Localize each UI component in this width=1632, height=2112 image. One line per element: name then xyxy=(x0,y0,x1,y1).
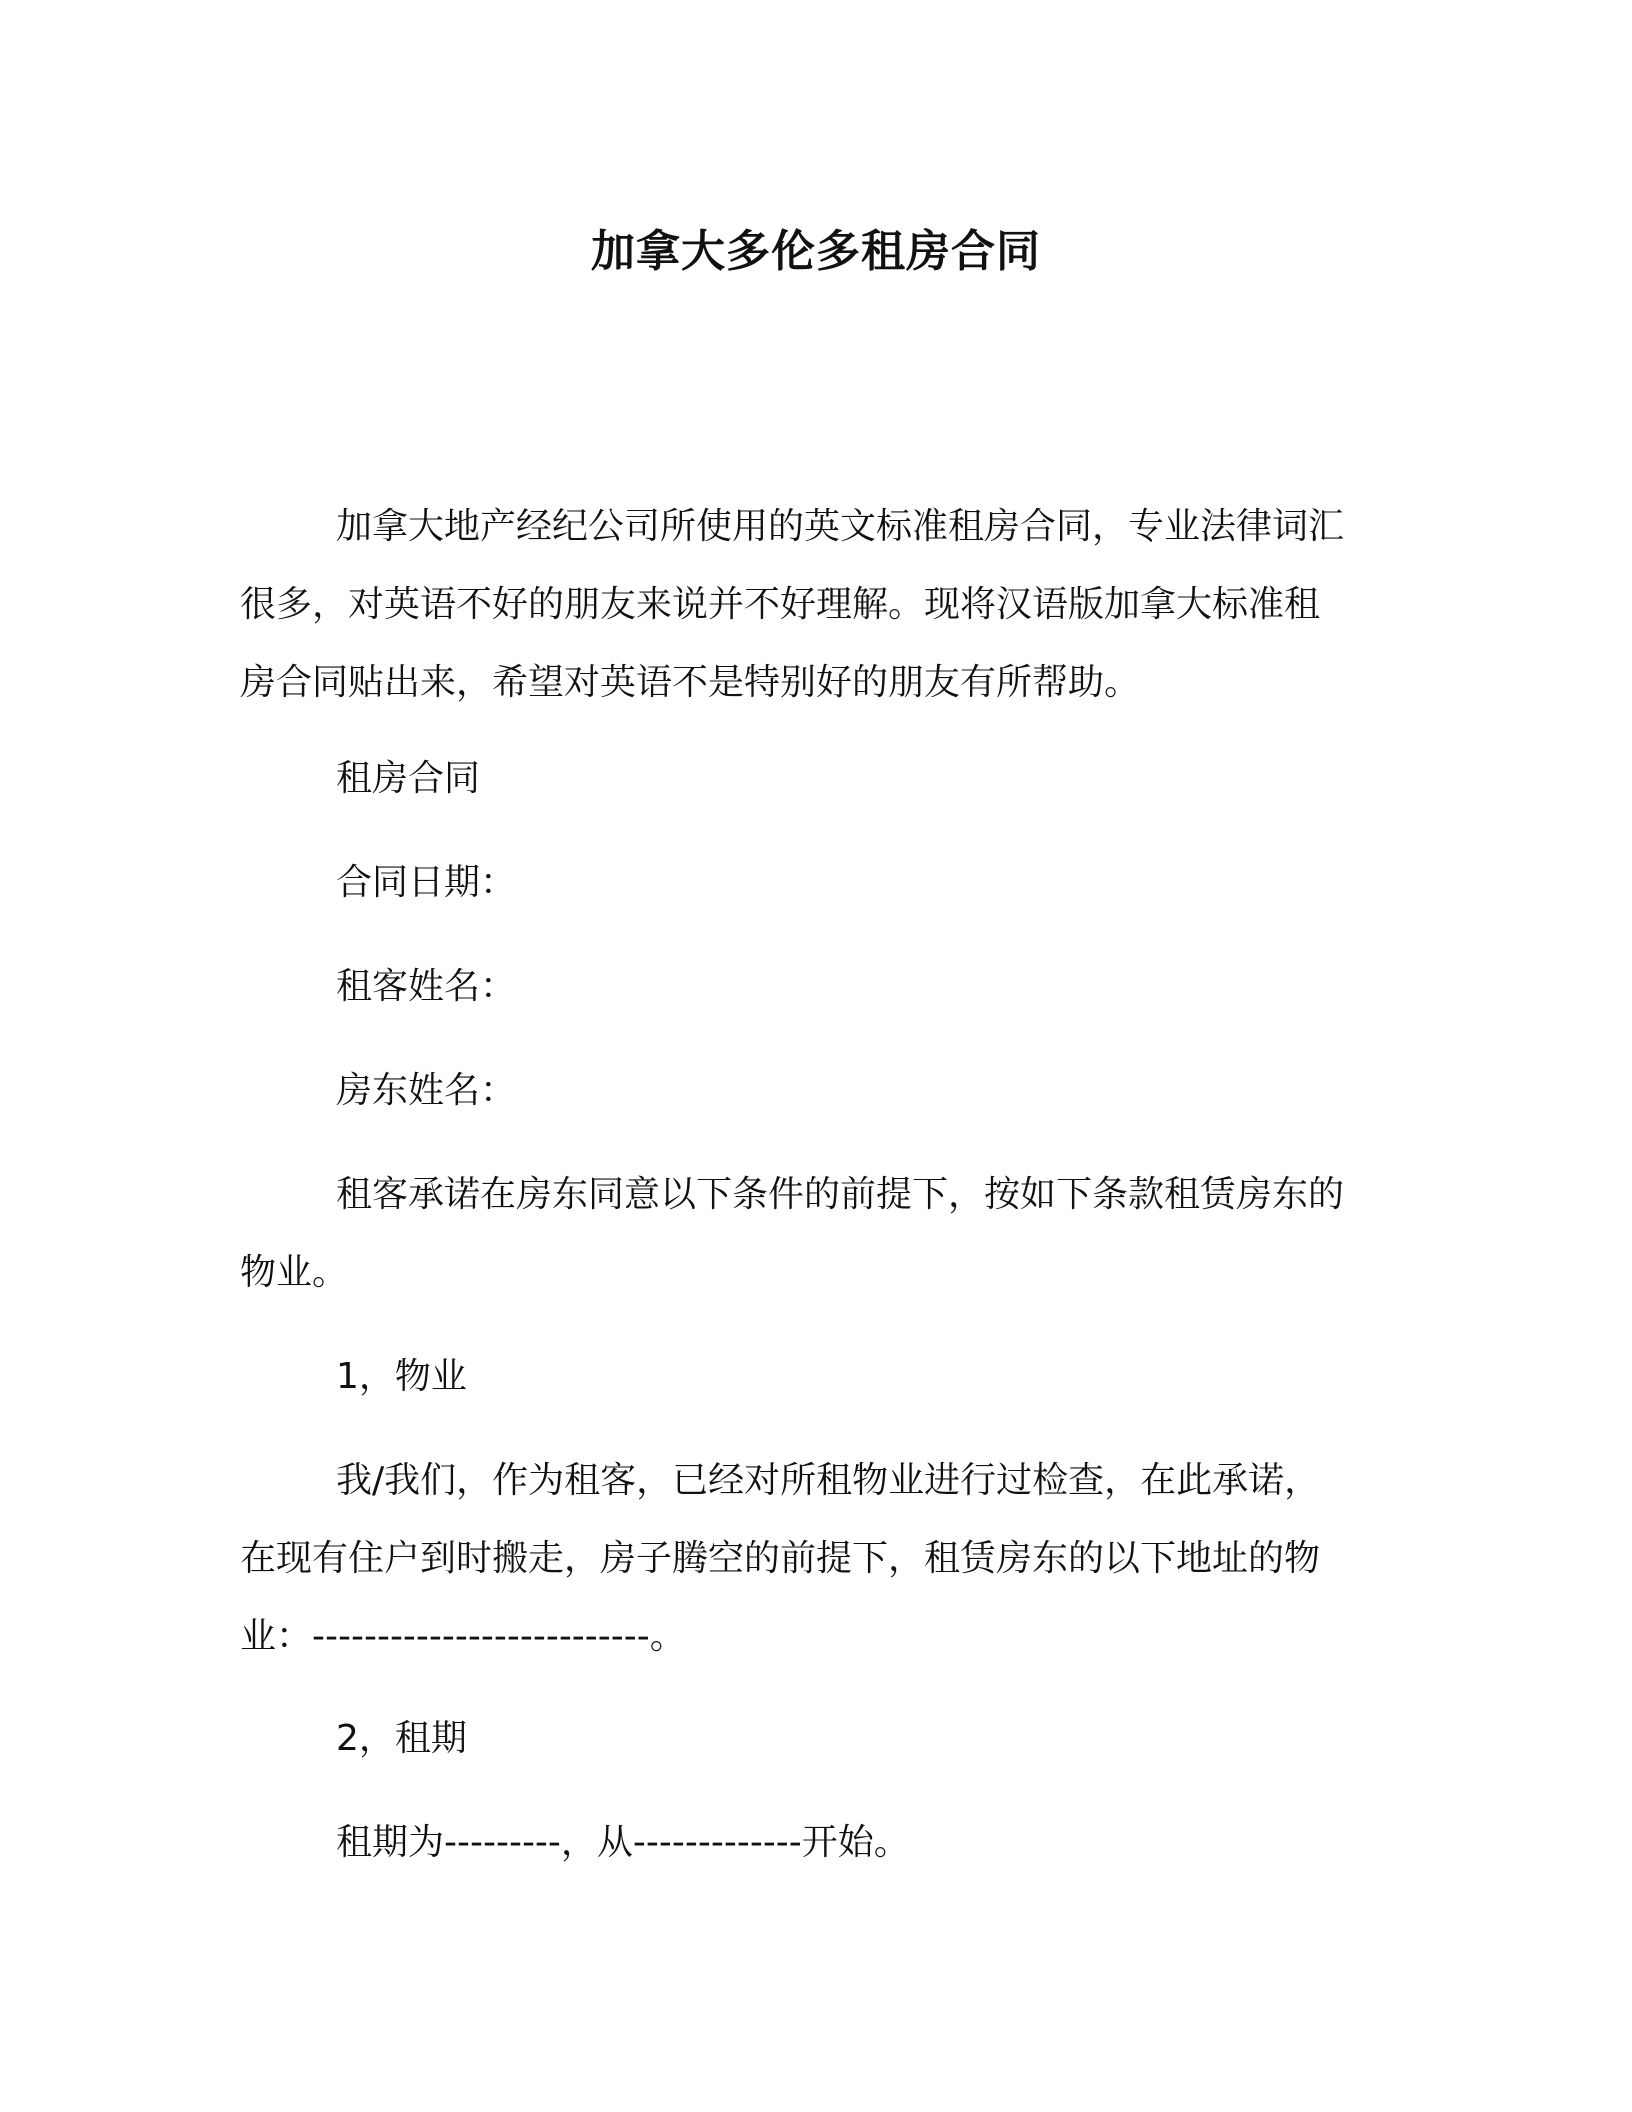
tenant-name-field: 租客姓名： xyxy=(336,966,517,1007)
section2-text: 租期为---------，从-------------开始。 xyxy=(336,1822,910,1863)
intro-paragraph xyxy=(240,488,1380,722)
section1-line-2: 在现有住户到时搬走，房子腾空的前提下，租赁房东的以下地址的物 xyxy=(240,1538,1321,1579)
promise-line-1: 租客承诺在房东同意以下条件的前提下，按如下条款租赁房东的 xyxy=(336,1174,1345,1215)
intro-line-3: 房合同贴出来，希望对英语不是特别好的朋友有所帮助。 xyxy=(240,662,1141,703)
promise-line-2: 物业。 xyxy=(240,1252,349,1293)
document-title: 加拿大多伦多租房合同 xyxy=(591,226,1041,277)
section1-heading: 1，物业 xyxy=(336,1356,467,1397)
promise-paragraph xyxy=(240,1156,1380,1312)
contract-date-field: 合同日期： xyxy=(336,862,517,903)
section1-paragraph xyxy=(240,1442,1380,1676)
section1-line-3: 业：--------------------------。 xyxy=(240,1616,686,1657)
contract-heading: 租房合同 xyxy=(336,758,481,799)
section2-heading: 2，租期 xyxy=(336,1718,467,1759)
intro-line-2: 很多，对英语不好的朋友来说并不好理解。现将汉语版加拿大标准租 xyxy=(240,584,1321,625)
section1-line-1: 我/我们，作为租客，已经对所租物业进行过检查，在此承诺， xyxy=(336,1460,1321,1501)
intro-line-1: 加拿大地产经纪公司所使用的英文标准租房合同，专业法律词汇 xyxy=(336,506,1345,547)
landlord-name-field: 房东姓名： xyxy=(336,1070,517,1111)
